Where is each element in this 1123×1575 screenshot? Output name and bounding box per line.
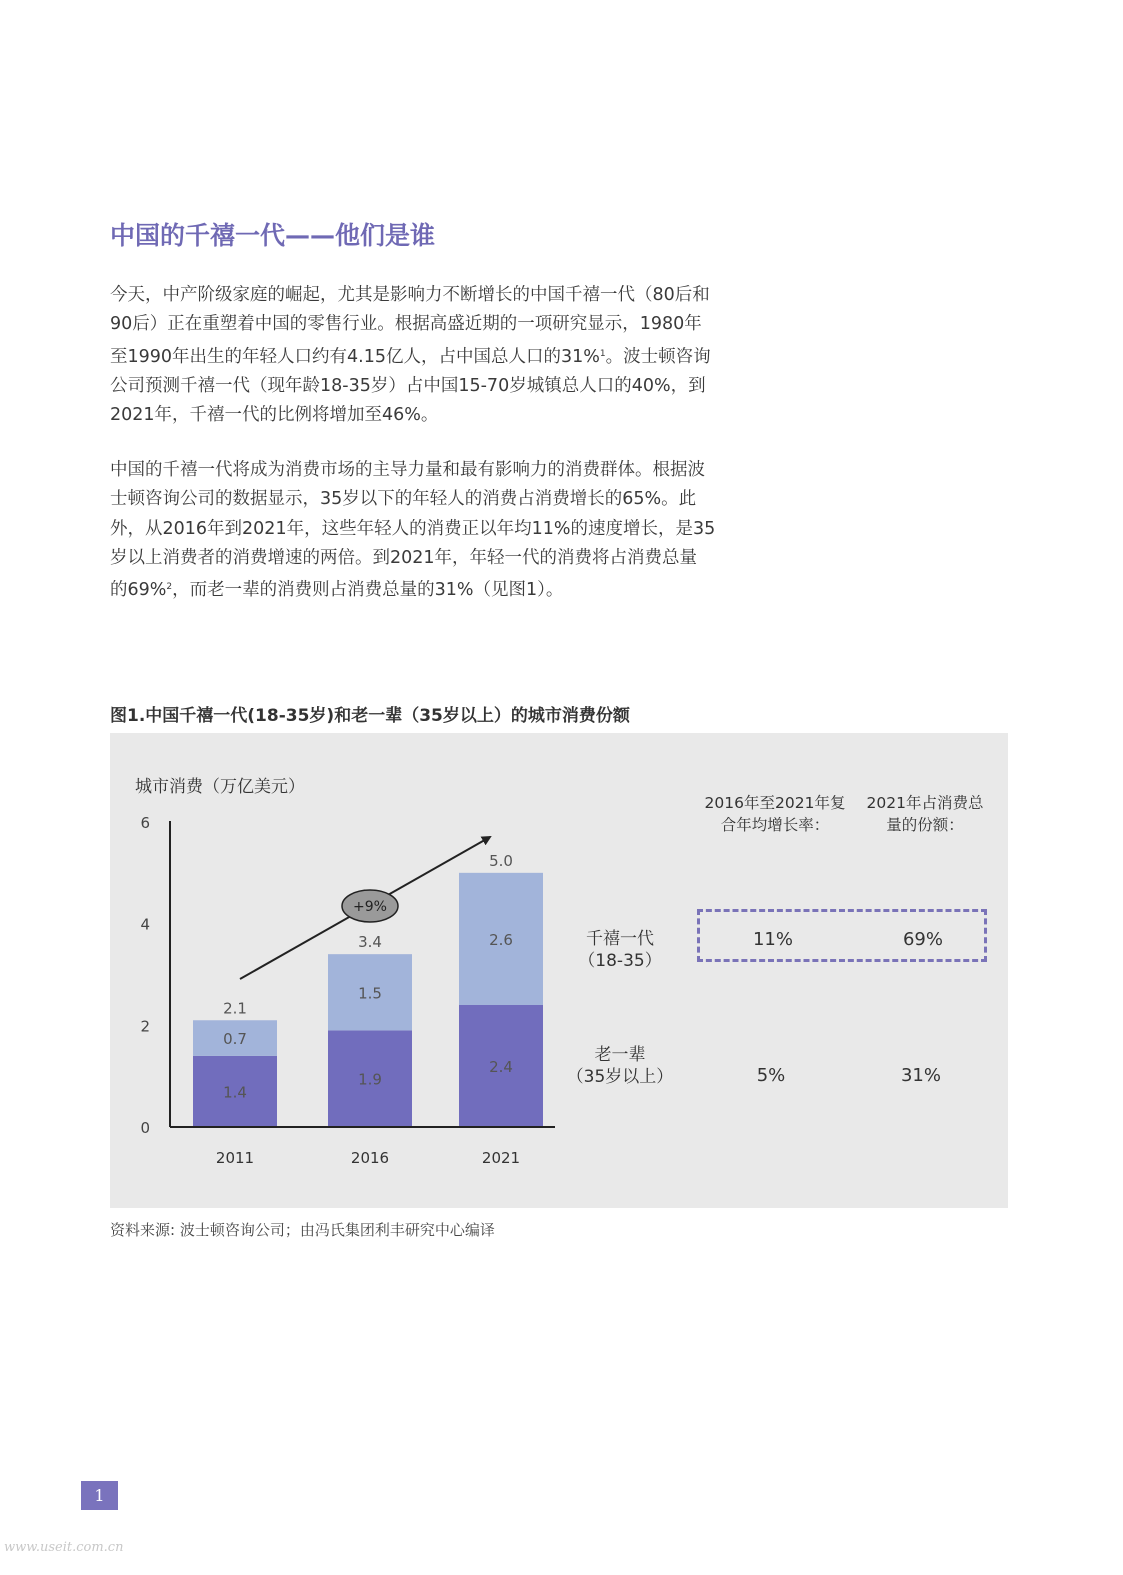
growth-badge-label: +9% <box>353 899 387 915</box>
row-label-line: 老一辈 <box>594 1045 646 1065</box>
bar-total-label: 2.1 <box>223 999 247 1018</box>
figure-source: 资料来源: 波士顿咨询公司；由冯氏集团利丰研究中心编译 <box>110 1221 495 1239</box>
figure-title: 图1.中国千禧一代(18-35岁)和老一辈（35岁以上）的城市消费份额 <box>110 706 630 726</box>
row-label-line: （18-35） <box>578 951 662 971</box>
paragraph-line: 外，从2016年到2021年，这些年轻人的消费正以年均11%的速度增长，是35 <box>110 518 716 539</box>
bar-total-label: 5.0 <box>489 851 513 870</box>
paragraph-line: 今天，中产阶级家庭的崛起，尤其是影响力不断增长的中国千禧一代（80后和 <box>110 285 710 305</box>
paragraph-line: 90后）正在重塑着中国的零售行业。根据高盛近期的一项研究显示，1980年 <box>110 314 702 335</box>
paragraph-line <box>110 340 750 372</box>
row-label-line: （35岁以上） <box>566 1067 674 1087</box>
col-header-cagr <box>695 792 855 836</box>
paragraph-1 <box>110 281 750 430</box>
bar-total-label: 3.4 <box>358 933 382 952</box>
share-older: 31% <box>900 1065 941 1086</box>
x-tick-label: 2011 <box>215 1149 255 1167</box>
bar-segment-label: 1.5 <box>358 984 382 1003</box>
paragraph-line: 公司预测千禧一代（现年龄18-35岁）占中国15-70岁城镇总人口的40%，到 <box>110 375 706 396</box>
watermark: www.useit.com.cn <box>4 1540 124 1555</box>
bar-segment-label: 2.4 <box>489 1058 513 1076</box>
bar-segment-label: 2.6 <box>489 930 513 949</box>
x-tick-label: 2021 <box>481 1149 521 1167</box>
y-tick-label: 0 <box>140 1119 150 1137</box>
col-header-line: 2016年至2021年复 <box>704 794 846 812</box>
y-tick-label: 4 <box>140 915 150 934</box>
page-number: 1 <box>81 1481 118 1510</box>
y-tick-label: 2 <box>140 1017 150 1036</box>
x-tick-label: 2016 <box>350 1149 390 1167</box>
row-label-millennials <box>550 928 690 972</box>
col-header-line: 合年均增长率： <box>720 816 830 834</box>
share-millennials: 69% <box>902 929 943 950</box>
col-header-line: 2021年占消费总 <box>866 794 984 812</box>
paragraph-line: 岁以上消费者的消费增速的两倍。到2021年，年轻一代的消费将占消费总量 <box>110 547 698 568</box>
paragraph-line: 士顿咨询公司的数据显示，35岁以下的年轻人的消费占消费增长的65%。此 <box>110 489 697 510</box>
bar-segment-label: 0.7 <box>223 1030 247 1049</box>
paragraph-text: 的69% <box>110 580 167 601</box>
footnote-mark: 2 <box>166 582 173 593</box>
col-header-share <box>845 792 1005 836</box>
bar-segment-label: 1.4 <box>223 1083 247 1102</box>
row-label-line: 千禧一代 <box>586 929 654 949</box>
cagr-millennials: 11% <box>752 929 793 950</box>
col-header-line: 量的份额： <box>886 816 964 834</box>
paragraph-2 <box>110 456 750 605</box>
paragraph-line: 2021年，千禧一代的比例将增加至46%。 <box>110 405 439 426</box>
paragraph-text: ，而老一辈的消费则占消费总量的31%（见图1）。 <box>172 580 564 601</box>
row-label-older <box>550 1044 690 1088</box>
paragraph-text: 至1990年出生的年轻人口约有4.15亿人，占中国总人口的31% <box>110 346 600 367</box>
paragraph-line <box>110 573 750 605</box>
y-axis-ticks <box>140 814 150 1137</box>
bar-segment-label: 1.9 <box>358 1070 382 1089</box>
y-tick-label: 6 <box>140 814 150 832</box>
paragraph-text: 。波士顿咨询 <box>605 346 711 367</box>
footnote-mark: 1 <box>599 348 606 359</box>
y-axis-label: 城市消费（万亿美元） <box>135 777 305 797</box>
section-title: 中国的千禧一代——他们是谁 <box>110 221 436 250</box>
cagr-older: 5% <box>756 1065 786 1086</box>
paragraph-line: 中国的千禧一代将成为消费市场的主导力量和最有影响力的消费群体。根据波 <box>110 460 705 480</box>
